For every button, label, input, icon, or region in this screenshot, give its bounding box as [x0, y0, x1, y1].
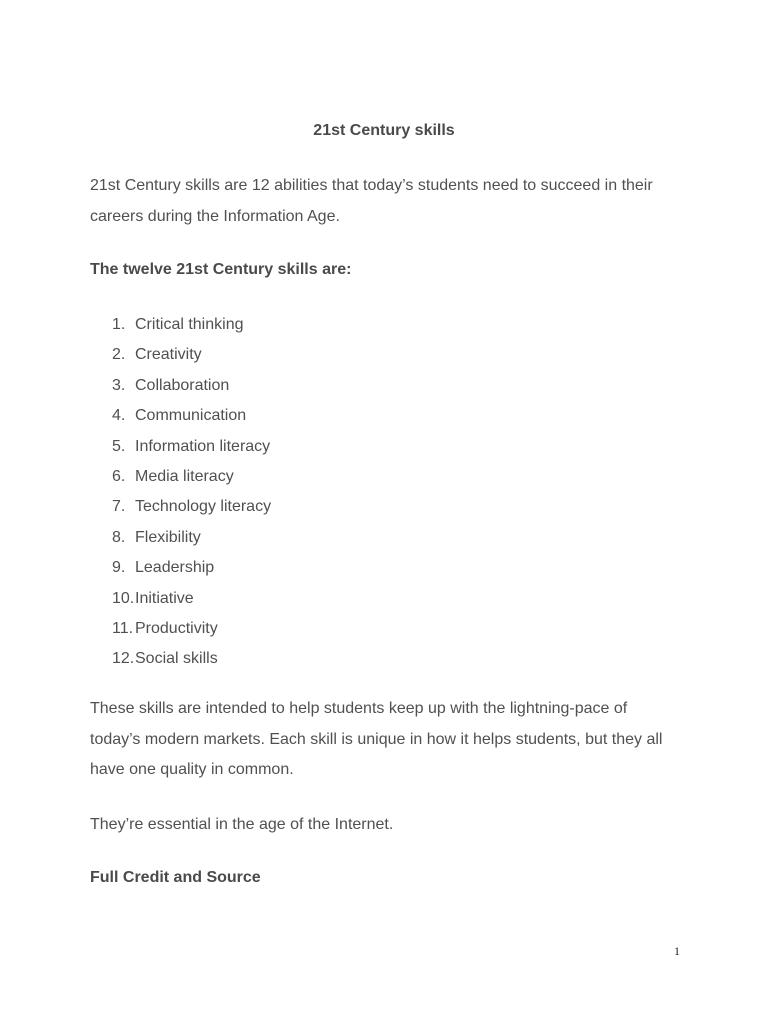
skill-number: 4. [112, 407, 126, 425]
skill-number: 7. [112, 498, 126, 516]
skill-item [90, 614, 680, 644]
skill-number: 2. [112, 346, 126, 364]
skills-list [90, 310, 680, 675]
skill-item [90, 340, 680, 370]
skill-item [90, 523, 680, 553]
skill-item [90, 553, 680, 583]
skill-label: Creativity [135, 346, 202, 364]
skill-label: Technology literacy [135, 498, 272, 516]
skill-label: Information literacy [135, 437, 271, 455]
skill-label: Flexibility [135, 528, 201, 546]
skill-label: Leadership [135, 559, 215, 577]
skill-item [90, 584, 680, 614]
outro-paragraph: These skills are intended to help students keep up with the lightning-pace of today’s modern markets. Each skill is unique in how it helps students, but they all have one quality in common. [90, 700, 663, 778]
document-title: 21st Century skills [313, 122, 455, 139]
skill-item [90, 432, 680, 462]
skills-list-heading: The twelve 21st Century skills are: [90, 261, 352, 278]
skill-number: 1. [112, 316, 126, 333]
skill-number: 10. [112, 589, 135, 607]
skill-label: Social skills [135, 650, 218, 668]
skill-number: 6. [112, 468, 126, 486]
skill-label: Communication [135, 407, 247, 425]
skill-number: 3. [112, 376, 126, 394]
skill-label: Collaboration [135, 376, 230, 394]
skill-number: 9. [112, 559, 126, 577]
essential-paragraph: They’re essential in the age of the Internet. [90, 816, 394, 833]
skill-number: 11. [112, 620, 134, 638]
page-number: 1 [674, 944, 680, 958]
skill-number: 5. [112, 437, 126, 455]
credit-heading: Full Credit and Source [90, 869, 261, 886]
skill-item [90, 401, 680, 431]
intro-paragraph: 21st Century skills are 12 abilities that today’s students need to succeed in their careers during the Information Age. [90, 177, 653, 225]
skill-number: 12. [112, 650, 135, 668]
skill-item [90, 492, 680, 522]
skill-number: 8. [112, 528, 126, 546]
skill-label: Initiative [135, 589, 194, 607]
skill-item [90, 310, 680, 340]
skill-label: Media literacy [135, 468, 234, 486]
skill-label: Critical thinking [135, 316, 244, 333]
skill-label: Productivity [135, 620, 218, 638]
skill-item [90, 462, 680, 492]
skill-item [90, 371, 680, 401]
skill-item [90, 644, 680, 674]
